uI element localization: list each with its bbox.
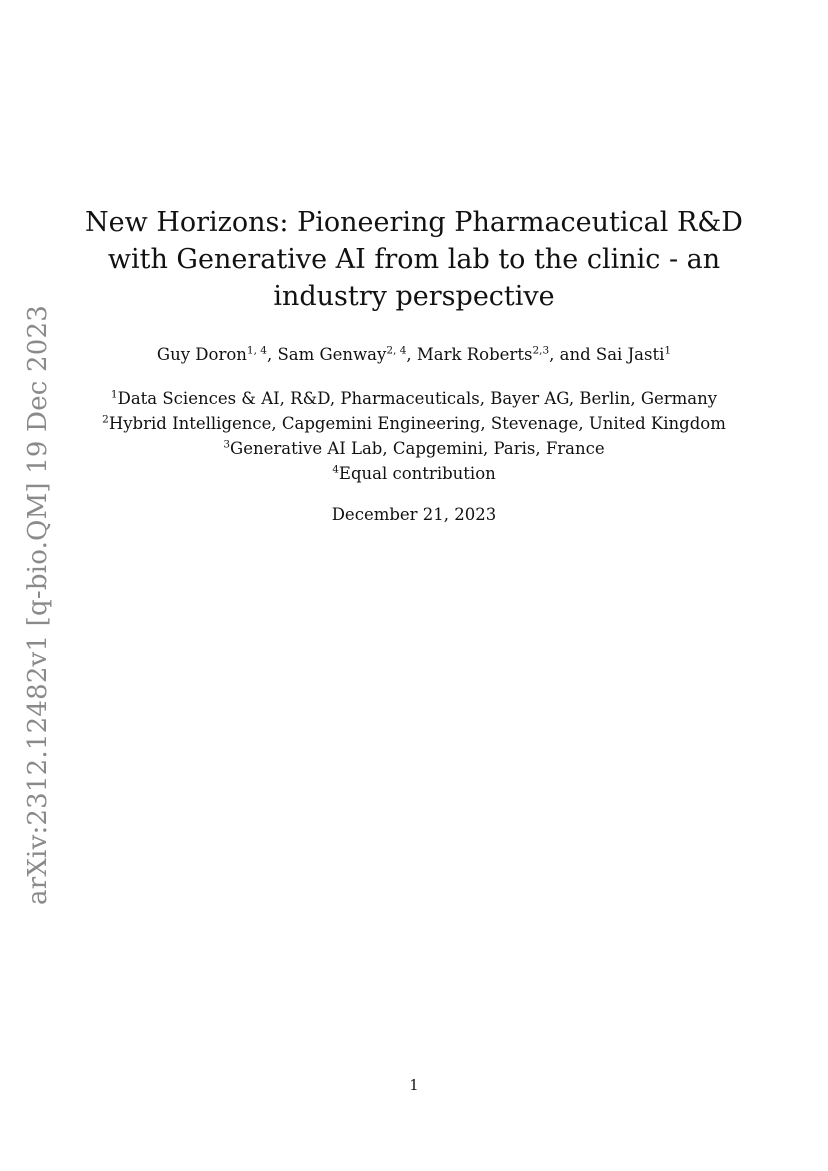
author-separator: , and — [549, 345, 596, 364]
affiliation-mark: 1 — [110, 388, 118, 401]
author-separator: , — [406, 345, 417, 364]
affiliation-mark: 2 — [102, 413, 109, 426]
page-number: 1 — [409, 1078, 419, 1094]
arxiv-stamp: arXiv:2312.12482v1 [q-bio.QM] 19 Dec 2023 — [23, 305, 53, 905]
paper-title: New Horizons: Pioneering Pharmaceutical R&D with Generative AI from lab to the clinic - an industry perspective — [85, 207, 743, 312]
author-name: Mark Roberts — [416, 345, 533, 364]
affiliation-text: Generative AI Lab, Capgemini, Paris, France — [230, 439, 605, 458]
affiliation-mark: 3 — [223, 438, 231, 451]
author-affiliation-mark: 2,3 — [532, 344, 550, 357]
affiliation-line — [80, 386, 748, 411]
affiliation-text: Equal contribution — [338, 464, 496, 483]
author-list — [80, 344, 748, 366]
author-name: Guy Doron — [156, 345, 247, 364]
affiliation-list — [80, 386, 748, 486]
affiliation-mark: 4 — [332, 463, 339, 476]
author-name: Sam Genway — [277, 345, 387, 364]
affiliation-text: Hybrid Intelligence, Capgemini Engineering, Stevenage, United Kingdom — [108, 414, 726, 433]
affiliation-text: Data Sciences & AI, R&D, Pharmaceuticals, Bayer AG, Berlin, Germany — [117, 389, 718, 408]
affiliation-line — [80, 461, 748, 486]
affiliation-line — [80, 436, 748, 461]
author-affiliation-mark: 2, 4 — [386, 344, 407, 357]
publication-date: December 21, 2023 — [331, 505, 497, 524]
author-affiliation-mark: 1, 4 — [246, 344, 267, 357]
author-affiliation-mark: 1 — [664, 344, 672, 357]
author-separator: , — [266, 345, 278, 364]
affiliation-line — [80, 411, 748, 436]
author-name: Sai Jasti — [595, 345, 665, 364]
